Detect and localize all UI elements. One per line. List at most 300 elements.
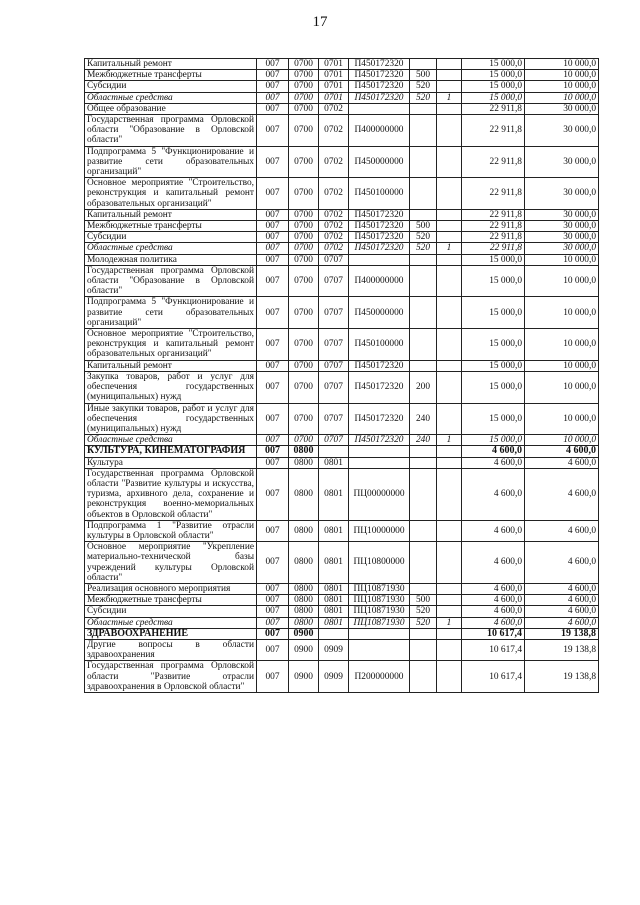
cell-expense-type: 500 [410,595,437,606]
cell-expense-type: 520 [410,81,437,92]
cell-ved: 007 [257,661,289,693]
cell-source [437,403,462,435]
cell-name: Закупка товаров, работ и услуг для обеспечения государственных (муниципальных) нужд [85,371,257,403]
cell-section: 0800 [289,583,319,594]
cell-name: Основное мероприятие "Строительство, реконструкция и капитальный ремонт образовательных организаций" [85,329,257,361]
cell-source [437,595,462,606]
cell-expense-type [410,209,437,220]
cell-sum-year1: 15 000,0 [462,360,525,371]
cell-sum-year2: 4 600,0 [525,617,599,628]
table-row [85,209,599,220]
cell-target-article: ПЦ10871930 [349,595,410,606]
cell-sum-year1: 4 600,0 [462,542,525,584]
cell-section: 0700 [289,103,319,114]
cell-sum-year2: 10 000,0 [525,297,599,329]
table-row [85,583,599,594]
cell-subsection: 0707 [319,435,349,446]
cell-name: КУЛЬТУРА, КИНЕМАТОГРАФИЯ [85,446,257,457]
cell-source [437,115,462,147]
cell-section: 0700 [289,232,319,243]
cell-target-article: П450100000 [349,178,410,210]
cell-sum-year2: 10 000,0 [525,435,599,446]
cell-subsection: 0707 [319,403,349,435]
cell-source: 1 [437,243,462,254]
cell-source [437,371,462,403]
cell-sum-year1: 4 600,0 [462,457,525,468]
table-row [85,329,599,361]
cell-subsection: 0707 [319,254,349,265]
cell-target-article: П450000000 [349,146,410,178]
cell-section: 0900 [289,661,319,693]
table-row [85,146,599,178]
cell-sum-year1: 15 000,0 [462,435,525,446]
cell-subsection: 0702 [319,115,349,147]
cell-subsection: 0701 [319,92,349,103]
cell-name: Молодежная политика [85,254,257,265]
cell-sum-year1: 10 617,4 [462,661,525,693]
cell-subsection: 0702 [319,221,349,232]
cell-sum-year2: 19 138,8 [525,628,599,639]
table-row [85,70,599,81]
cell-section: 0800 [289,446,319,457]
cell-name: Государственная программа Орловской области "Развитие культуры и искусства, туризма, архивного дела, сохранение и реконструкция военно-мемориальных объектов в Орловской области" [85,468,257,520]
cell-sum-year2: 30 000,0 [525,115,599,147]
cell-sum-year2: 10 000,0 [525,360,599,371]
cell-expense-type [410,297,437,329]
cell-source [437,542,462,584]
cell-target-article: П450172320 [349,435,410,446]
cell-name: Общее образование [85,103,257,114]
table-row [85,661,599,693]
cell-ved: 007 [257,209,289,220]
cell-source [437,606,462,617]
cell-section: 0700 [289,92,319,103]
cell-section: 0900 [289,628,319,639]
cell-section: 0700 [289,59,319,70]
cell-sum-year1: 4 600,0 [462,617,525,628]
cell-name: Основное мероприятие "Укрепление материально-технической базы учреждений культуры Орловской области" [85,542,257,584]
cell-ved: 007 [257,583,289,594]
cell-ved: 007 [257,628,289,639]
cell-section: 0800 [289,606,319,617]
cell-ved: 007 [257,146,289,178]
cell-sum-year1: 4 600,0 [462,606,525,617]
table-row [85,178,599,210]
cell-name: Подпрограмма 1 "Развитие отрасли культуры в Орловской области" [85,520,257,541]
cell-section: 0700 [289,221,319,232]
cell-name: Межбюджетные трансферты [85,221,257,232]
cell-sum-year2: 30 000,0 [525,178,599,210]
cell-sum-year1: 10 617,4 [462,639,525,660]
cell-ved: 007 [257,468,289,520]
cell-sum-year1: 22 911,8 [462,103,525,114]
cell-source [437,446,462,457]
cell-expense-type [410,457,437,468]
cell-target-article [349,628,410,639]
table-row [85,243,599,254]
cell-name: Государственная программа Орловской области "Образование в Орловской области" [85,115,257,147]
cell-expense-type: 200 [410,371,437,403]
cell-subsection: 0909 [319,639,349,660]
cell-subsection: 0702 [319,209,349,220]
cell-source [437,468,462,520]
cell-name: Подпрограмма 5 "Функционирование и развитие сети образовательных организаций" [85,297,257,329]
table-row [85,103,599,114]
cell-section: 0700 [289,265,319,297]
cell-name: ЗДРАВООХРАНЕНИЕ [85,628,257,639]
cell-subsection: 0702 [319,103,349,114]
cell-ved: 007 [257,70,289,81]
cell-target-article: П450172320 [349,232,410,243]
cell-target-article: П400000000 [349,265,410,297]
cell-sum-year1: 22 911,8 [462,232,525,243]
cell-name: Субсидии [85,81,257,92]
cell-source [437,146,462,178]
cell-expense-type [410,265,437,297]
cell-section: 0700 [289,209,319,220]
cell-source [437,81,462,92]
cell-name: Областные средства [85,617,257,628]
cell-section: 0700 [289,297,319,329]
cell-ved: 007 [257,360,289,371]
table-row [85,639,599,660]
cell-name: Межбюджетные трансферты [85,70,257,81]
cell-section: 0800 [289,520,319,541]
cell-expense-type [410,639,437,660]
cell-ved: 007 [257,520,289,541]
cell-ved: 007 [257,297,289,329]
cell-sum-year2: 4 600,0 [525,446,599,457]
cell-sum-year1: 15 000,0 [462,403,525,435]
cell-sum-year1: 15 000,0 [462,92,525,103]
cell-expense-type: 520 [410,232,437,243]
cell-sum-year2: 10 000,0 [525,329,599,361]
cell-sum-year1: 4 600,0 [462,446,525,457]
table-row [85,232,599,243]
cell-subsection: 0707 [319,360,349,371]
cell-name: Субсидии [85,606,257,617]
cell-expense-type: 240 [410,403,437,435]
table-row [85,520,599,541]
cell-subsection: 0801 [319,457,349,468]
cell-sum-year2: 19 138,8 [525,639,599,660]
table-row [85,59,599,70]
cell-ved: 007 [257,221,289,232]
cell-subsection: 0801 [319,606,349,617]
cell-subsection: 0801 [319,542,349,584]
cell-expense-type: 520 [410,617,437,628]
cell-expense-type: 520 [410,243,437,254]
cell-source [437,583,462,594]
cell-source [437,520,462,541]
table-row [85,628,599,639]
cell-expense-type [410,115,437,147]
table-row [85,468,599,520]
cell-expense-type [410,360,437,371]
cell-ved: 007 [257,178,289,210]
cell-section: 0800 [289,595,319,606]
cell-expense-type [410,103,437,114]
cell-sum-year2: 4 600,0 [525,542,599,584]
cell-name: Межбюджетные трансферты [85,595,257,606]
cell-target-article: П450100000 [349,329,410,361]
cell-expense-type [410,661,437,693]
cell-sum-year2: 10 000,0 [525,254,599,265]
cell-sum-year2: 19 138,8 [525,661,599,693]
cell-source [437,221,462,232]
cell-name: Капитальный ремонт [85,59,257,70]
cell-target-article: П450172320 [349,81,410,92]
cell-target-article [349,457,410,468]
cell-name: Основное мероприятие "Строительство, реконструкция и капитальный ремонт образовательных организаций" [85,178,257,210]
cell-sum-year2: 4 600,0 [525,606,599,617]
table-row [85,435,599,446]
cell-sum-year2: 4 600,0 [525,457,599,468]
cell-name: Государственная программа Орловской области "Развитие отрасли здравоохранения в Орловской области" [85,661,257,693]
cell-ved: 007 [257,92,289,103]
cell-subsection: 0707 [319,371,349,403]
table-row [85,297,599,329]
cell-target-article: П450172320 [349,243,410,254]
cell-target-article: ПЦ10800000 [349,542,410,584]
cell-source [437,457,462,468]
table-row [85,371,599,403]
cell-section: 0700 [289,178,319,210]
cell-sum-year2: 30 000,0 [525,103,599,114]
cell-source: 1 [437,92,462,103]
cell-target-article: П450172320 [349,360,410,371]
cell-expense-type: 500 [410,70,437,81]
cell-sum-year1: 15 000,0 [462,265,525,297]
table-row [85,595,599,606]
table-row [85,617,599,628]
cell-subsection: 0801 [319,520,349,541]
cell-section: 0800 [289,457,319,468]
cell-sum-year1: 22 911,8 [462,178,525,210]
cell-source [437,209,462,220]
cell-section: 0800 [289,542,319,584]
cell-sum-year1: 22 911,8 [462,209,525,220]
cell-name: Областные средства [85,435,257,446]
cell-source [437,178,462,210]
cell-sum-year1: 15 000,0 [462,70,525,81]
cell-sum-year1: 10 617,4 [462,628,525,639]
table-row [85,221,599,232]
cell-source [437,297,462,329]
cell-name: Другие вопросы в области здравоохранения [85,639,257,660]
cell-ved: 007 [257,457,289,468]
cell-subsection: 0702 [319,178,349,210]
cell-target-article: П400000000 [349,115,410,147]
cell-expense-type [410,520,437,541]
cell-sum-year1: 4 600,0 [462,583,525,594]
cell-section: 0700 [289,146,319,178]
cell-source [437,70,462,81]
cell-source [437,628,462,639]
cell-target-article: ПЦ10000000 [349,520,410,541]
cell-target-article: П450172320 [349,92,410,103]
cell-source [437,232,462,243]
cell-name: Иные закупки товаров, работ и услуг для обеспечения государственных (муниципальных) нужд [85,403,257,435]
cell-sum-year1: 4 600,0 [462,520,525,541]
cell-subsection: 0801 [319,583,349,594]
cell-subsection: 0701 [319,70,349,81]
cell-expense-type [410,446,437,457]
cell-sum-year1: 15 000,0 [462,254,525,265]
cell-section: 0800 [289,468,319,520]
cell-sum-year1: 22 911,8 [462,243,525,254]
cell-section: 0700 [289,81,319,92]
cell-name: Подпрограмма 5 "Функционирование и развитие сети образовательных организаций" [85,146,257,178]
cell-target-article [349,639,410,660]
cell-expense-type: 520 [410,606,437,617]
table-row [85,446,599,457]
cell-sum-year2: 4 600,0 [525,520,599,541]
cell-name: Областные средства [85,243,257,254]
cell-ved: 007 [257,446,289,457]
cell-target-article [349,446,410,457]
cell-sum-year2: 30 000,0 [525,221,599,232]
cell-ved: 007 [257,81,289,92]
cell-ved: 007 [257,254,289,265]
cell-ved: 007 [257,542,289,584]
cell-ved: 007 [257,265,289,297]
cell-expense-type [410,178,437,210]
cell-section: 0700 [289,243,319,254]
cell-subsection: 0707 [319,265,349,297]
cell-name: Капитальный ремонт [85,360,257,371]
cell-section: 0800 [289,617,319,628]
cell-ved: 007 [257,606,289,617]
table-row [85,457,599,468]
cell-expense-type: 240 [410,435,437,446]
cell-name: Культура [85,457,257,468]
cell-sum-year2: 10 000,0 [525,371,599,403]
cell-target-article: П450172320 [349,209,410,220]
cell-sum-year1: 22 911,8 [462,221,525,232]
cell-subsection: 0801 [319,468,349,520]
cell-sum-year1: 15 000,0 [462,329,525,361]
cell-subsection: 0701 [319,81,349,92]
table-row [85,542,599,584]
cell-target-article: П200000000 [349,661,410,693]
cell-subsection: 0707 [319,297,349,329]
cell-expense-type [410,583,437,594]
cell-source [437,360,462,371]
cell-subsection: 0909 [319,661,349,693]
cell-ved: 007 [257,617,289,628]
cell-subsection: 0801 [319,617,349,628]
cell-subsection: 0707 [319,329,349,361]
cell-sum-year2: 4 600,0 [525,583,599,594]
cell-source: 1 [437,435,462,446]
cell-sum-year2: 30 000,0 [525,209,599,220]
cell-sum-year1: 22 911,8 [462,146,525,178]
cell-subsection [319,446,349,457]
cell-expense-type [410,628,437,639]
cell-sum-year2: 10 000,0 [525,81,599,92]
table-row [85,81,599,92]
page-number: 17 [312,14,328,30]
cell-name: Капитальный ремонт [85,209,257,220]
cell-section: 0700 [289,70,319,81]
cell-sum-year1: 15 000,0 [462,371,525,403]
cell-source [437,265,462,297]
cell-ved: 007 [257,115,289,147]
cell-expense-type [410,542,437,584]
cell-sum-year1: 22 911,8 [462,115,525,147]
cell-sum-year2: 30 000,0 [525,243,599,254]
cell-sum-year1: 15 000,0 [462,81,525,92]
cell-section: 0700 [289,360,319,371]
cell-target-article: П450172320 [349,403,410,435]
cell-source [437,254,462,265]
cell-subsection: 0702 [319,232,349,243]
cell-sum-year2: 30 000,0 [525,232,599,243]
table-row [85,265,599,297]
cell-sum-year1: 15 000,0 [462,297,525,329]
cell-subsection: 0702 [319,146,349,178]
cell-expense-type [410,254,437,265]
table-row [85,360,599,371]
cell-sum-year2: 10 000,0 [525,265,599,297]
cell-subsection: 0701 [319,59,349,70]
cell-ved: 007 [257,639,289,660]
cell-sum-year2: 10 000,0 [525,92,599,103]
cell-section: 0700 [289,254,319,265]
cell-expense-type: 500 [410,221,437,232]
cell-section: 0700 [289,371,319,403]
cell-expense-type [410,146,437,178]
cell-target-article: ПЦ00000000 [349,468,410,520]
cell-sum-year1: 4 600,0 [462,468,525,520]
cell-ved: 007 [257,595,289,606]
cell-target-article: ПЦ10871930 [349,606,410,617]
cell-target-article [349,103,410,114]
cell-ved: 007 [257,232,289,243]
cell-expense-type [410,329,437,361]
table-row [85,115,599,147]
cell-sum-year1: 15 000,0 [462,59,525,70]
cell-ved: 007 [257,403,289,435]
cell-target-article [349,254,410,265]
table-row [85,92,599,103]
cell-source [437,661,462,693]
cell-sum-year2: 10 000,0 [525,59,599,70]
cell-name: Государственная программа Орловской области "Образование в Орловской области" [85,265,257,297]
cell-target-article: П450172320 [349,59,410,70]
cell-sum-year1: 4 600,0 [462,595,525,606]
table-row [85,403,599,435]
cell-name: Областные средства [85,92,257,103]
cell-source [437,59,462,70]
cell-target-article: П450172320 [349,371,410,403]
cell-target-article: П450172320 [349,221,410,232]
cell-section: 0900 [289,639,319,660]
cell-section: 0700 [289,435,319,446]
cell-target-article: П450172320 [349,70,410,81]
cell-target-article: ПЦ10871930 [349,617,410,628]
cell-subsection: 0702 [319,243,349,254]
cell-subsection [319,628,349,639]
table-row [85,254,599,265]
cell-section: 0700 [289,115,319,147]
cell-sum-year2: 10 000,0 [525,403,599,435]
cell-expense-type: 520 [410,92,437,103]
table-row [85,606,599,617]
cell-ved: 007 [257,243,289,254]
cell-source [437,639,462,660]
